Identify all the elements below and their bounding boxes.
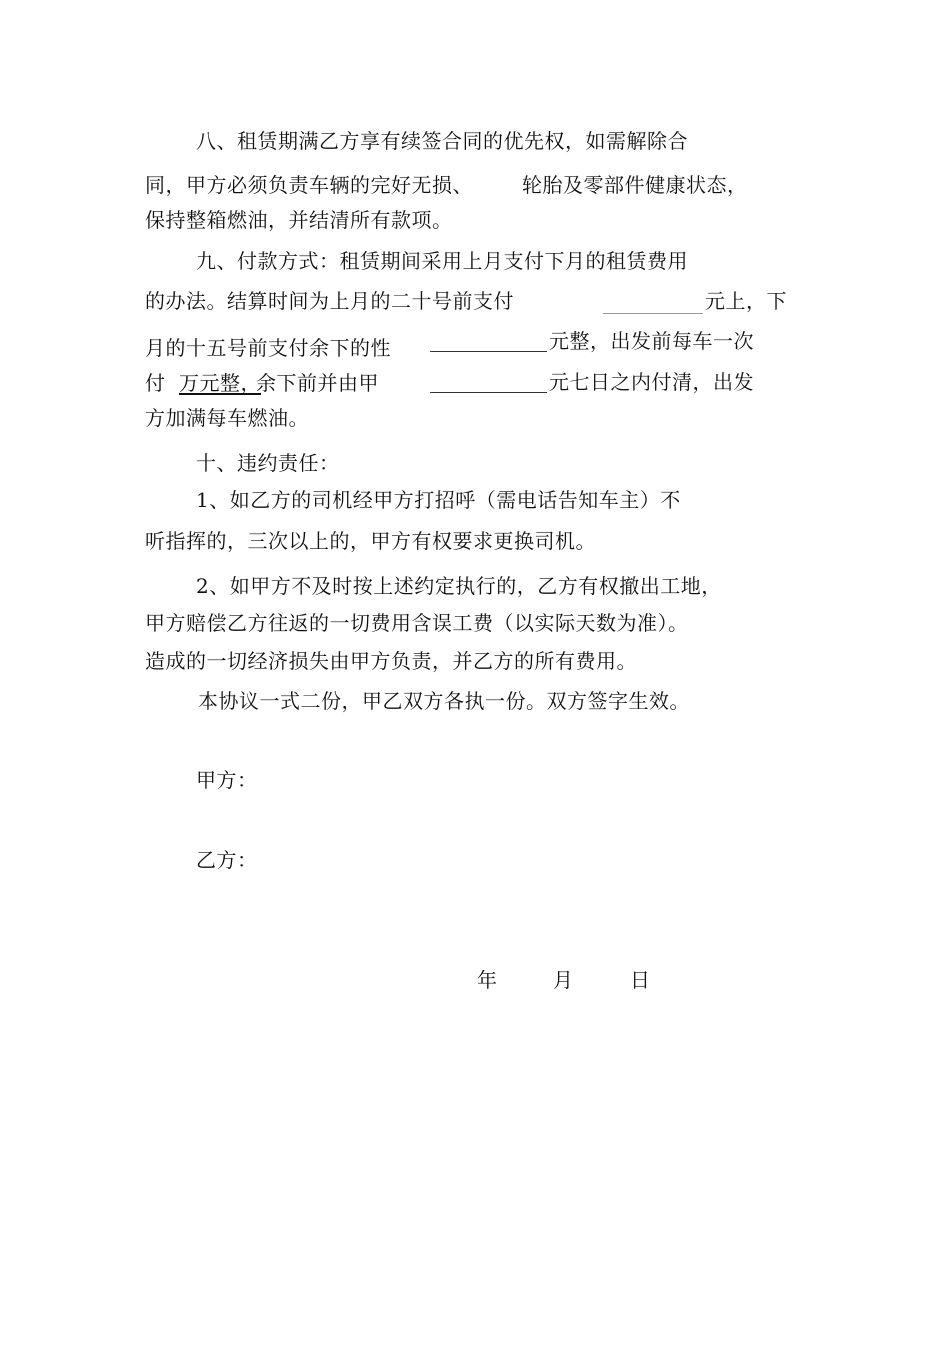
blank-line-balance [430,392,547,393]
clause-9-line-2b: 元上，下 [705,289,787,313]
party-a-signature-label: 甲方： [196,768,258,792]
clause-10-title: 十、违约责任： [196,451,340,475]
clause-8-line-1: 八、租赁期满乙方享有续签合同的优先权，如需解除合 [196,129,688,153]
clause-10-item-2-line-3: 造成的一切经济损失由甲方负责，并乙方的所有费用。 [145,649,637,673]
blank-line-remainder [430,351,547,352]
clause-8-line-2b: 轮胎及零部件健康状态， [522,173,748,197]
blank-line-deposit [603,313,703,314]
party-b-signature-label: 乙方： [196,848,258,872]
clause-9-line-5: 方加满每车燃油。 [145,406,309,430]
clause-9-line-4b: 万元整， [179,371,261,395]
clause-9-line-4d: 元七日之内付清，出发 [549,370,754,394]
clause-9-line-3a: 月的十五号前支付余下的性 [145,336,391,360]
clause-9-line-4c: 余下前并由甲 [256,371,379,395]
date-day-label: 日 [630,968,651,992]
clause-8-line-2a: 同，甲方必须负责车辆的完好无损、 [145,173,473,197]
clause-9-line-3b: 元整，出发前每车一次 [549,329,754,353]
clause-10-item-2-line-2: 甲方赔偿乙方往返的一切费用含误工费（以实际天数为准）。 [145,611,689,635]
clause-8-line-3: 保持整箱燃油，并结清所有款项。 [145,208,453,232]
clause-10-item-1-line-2: 听指挥的，三次以上的，甲方有权要求更换司机。 [145,529,596,553]
date-year-label: 年 [477,968,498,992]
clause-10-item-1-line-1: 1、如乙方的司机经甲方打招呼（需电话告知车主）不 [196,488,681,512]
clause-9-line-4a: 付 [145,371,166,395]
clause-9-line-1: 九、付款方式：租赁期间采用上月支付下月的租赁费用 [196,249,688,273]
closing-statement: 本协议一式二份，甲乙双方各执一份。双方签字生效。 [198,689,690,713]
date-month-label: 月 [553,968,574,992]
clause-10-item-2-line-1: 2、如甲方不及时按上述约定执行的，乙方有权撤出工地， [196,574,722,598]
clause-9-line-2a: 的办法。结算时间为上月的二十号前支付 [145,289,514,313]
